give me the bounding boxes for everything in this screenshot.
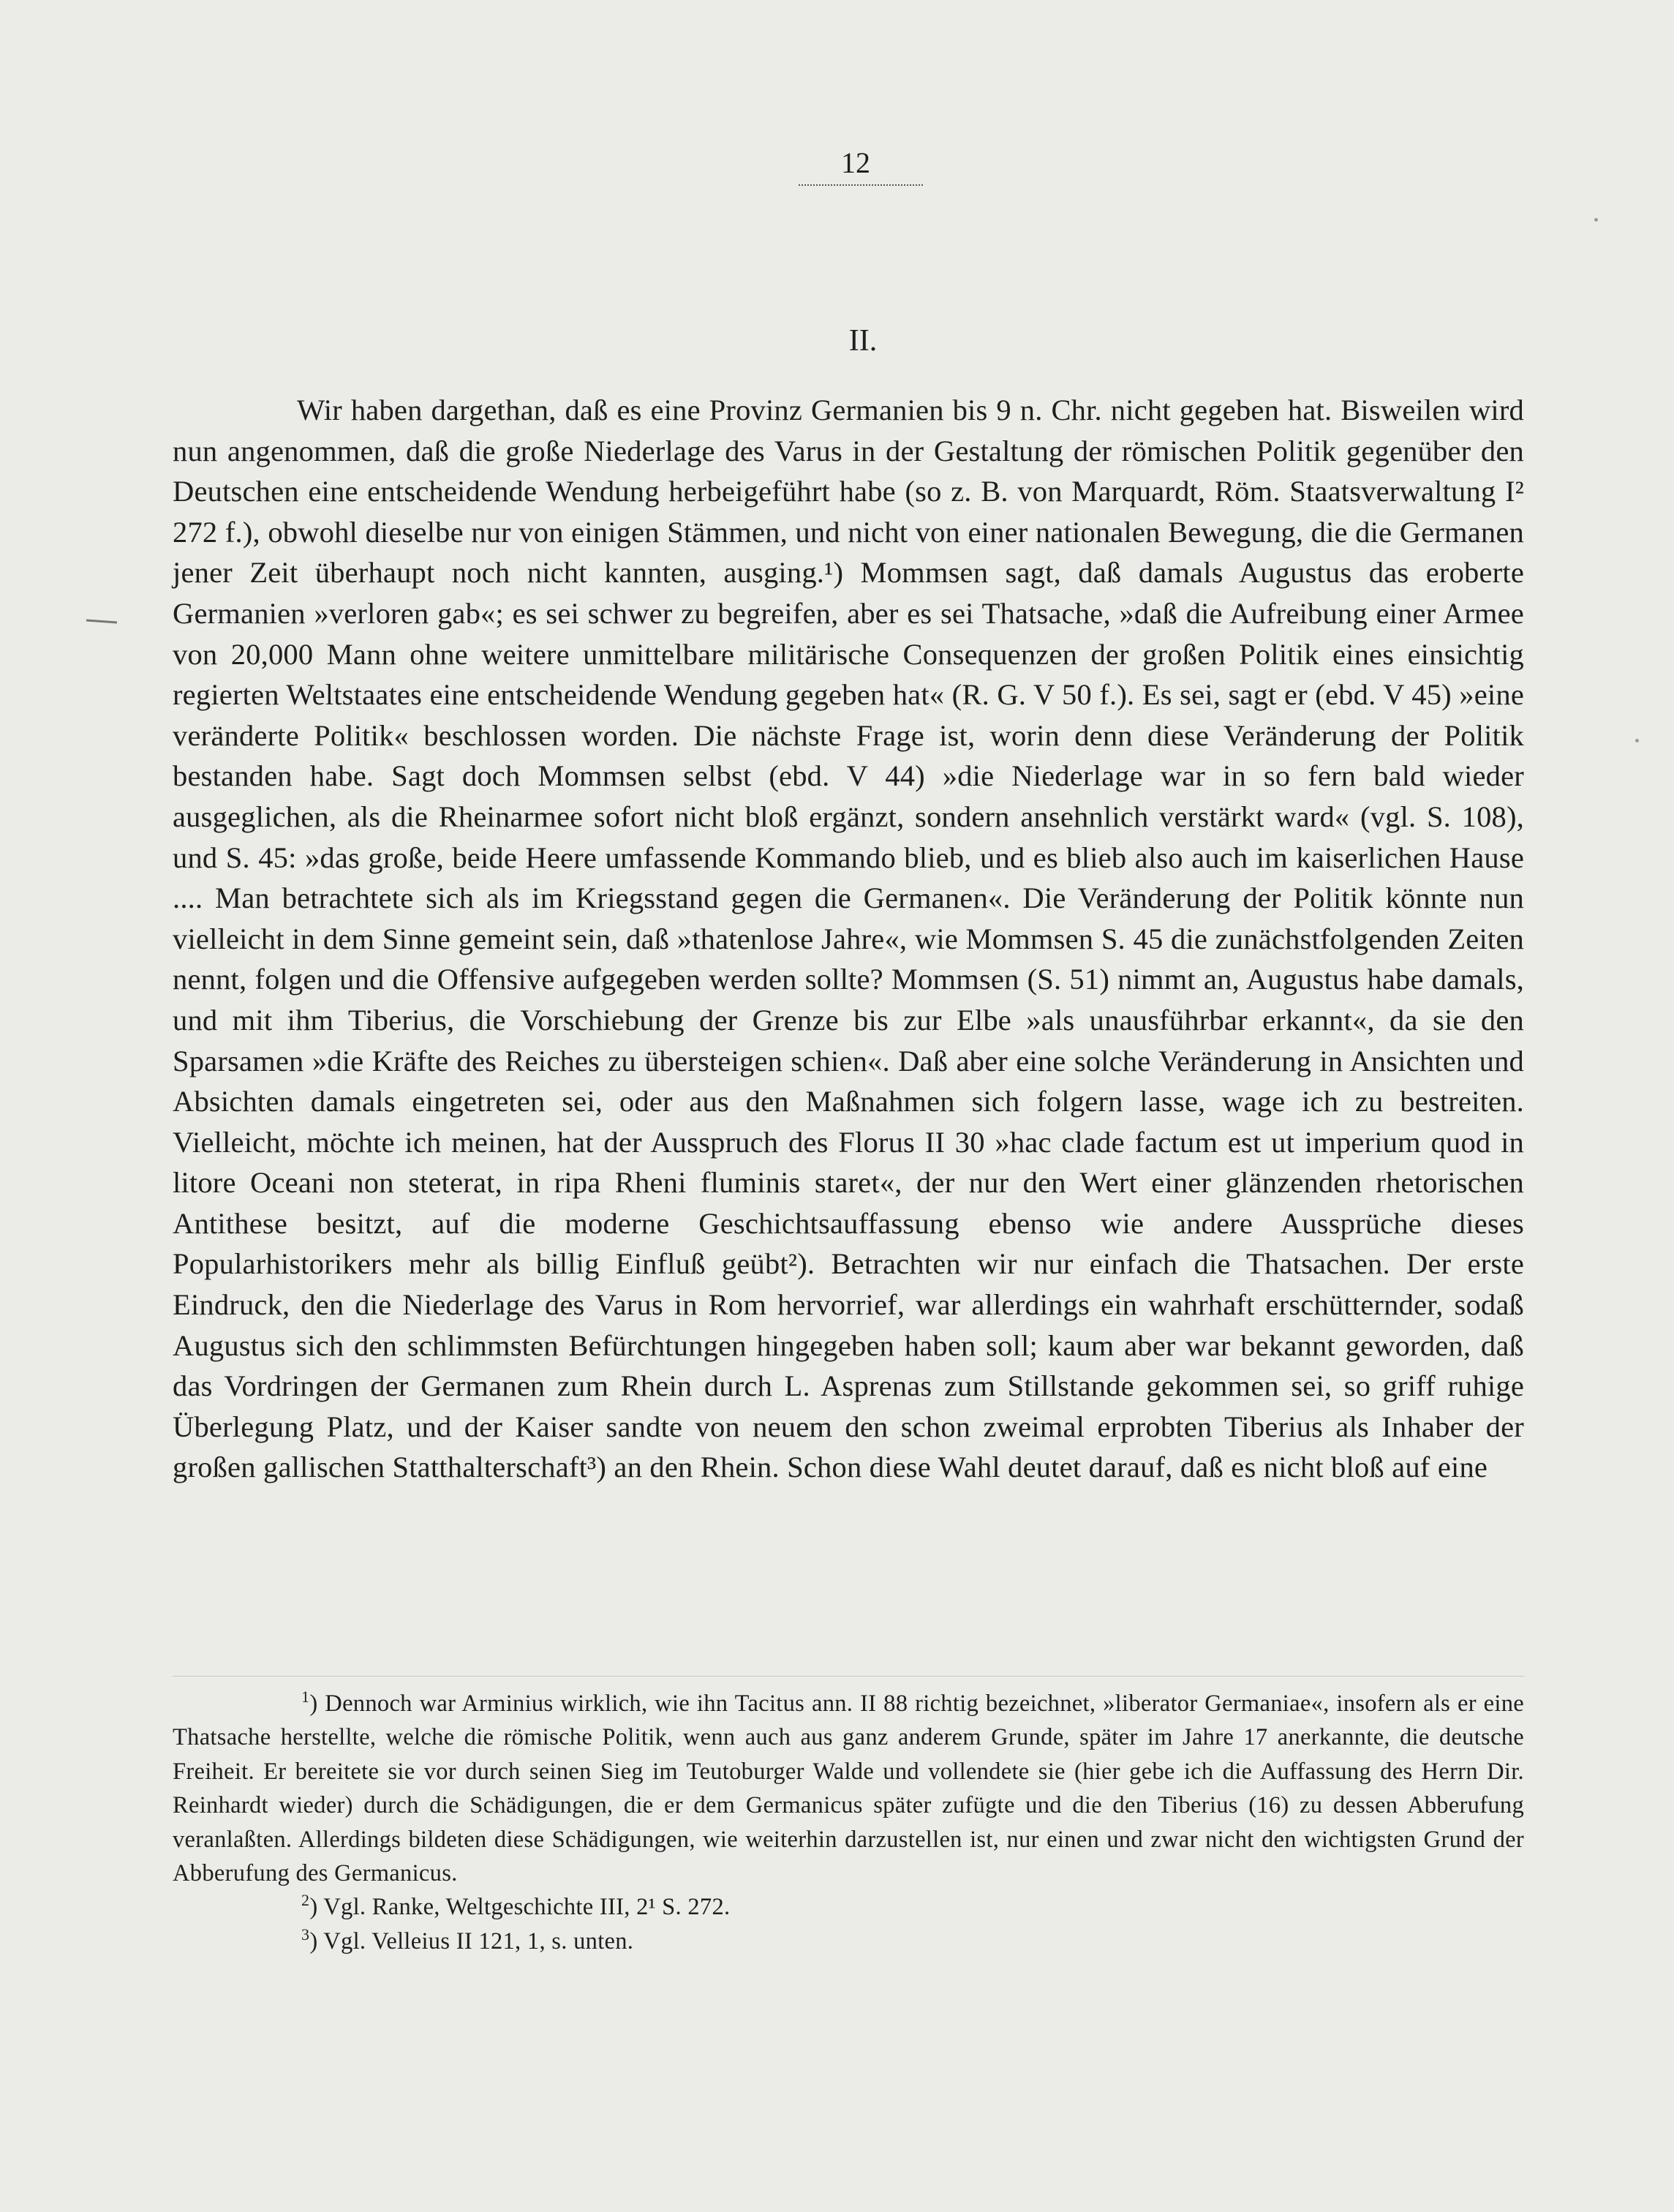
body-paragraph: Wir haben dargethan, daß es eine Provinz Germanien bis 9 n. Chr. nicht gegeben hat. Bisweilen wird nun angenommen, daß die große Niederlage des Varus in der Gestaltung der römischen Politik gegenüber den Deutschen eine entscheidende Wendung herbeigeführt habe (so z. B. von Marquardt, Röm. Staatsverwaltung I² 272 f.), obwohl dieselbe nur von einigen Stämmen, und nicht von einer nationalen Bewegung, die die Germanen jener Zeit überhaupt noch nicht kannten, ausging.¹) Mommsen sagt, daß damals Augustus das eroberte Germanien »verloren gab«; es sei schwer zu begreifen, aber es sei Thatsache, »daß die Aufreibung einer Armee von 20,000 Mann ohne weitere unmittelbare militärische Consequenzen der großen Politik eines einsichtig regierten Weltstaates eine entscheidende Wendung gegeben hat« (R. G. V 50 f.). Es sei, sagt er (ebd. V 45) »eine veränderte Politik« beschlossen worden. Die nächste Frage ist, worin denn diese Veränderung der Politik bestanden habe. Sagt doch Mommsen selbst (ebd. V 44) »die Niederlage war in so fern bald wieder ausgeglichen, als die Rheinarmee sofort nicht bloß ergänzt, sondern ansehnlich verstärkt ward« (vgl. S. 108), und S. 45: »das große, beide Heere umfassende Kommando blieb, und es blieb also auch im kaiserlichen Hause .... Man betrachtete sich als im Kriegsstand gegen die Germanen«. Die Veränderung der Politik könnte nun vielleicht in dem Sinne gemeint sein, daß »thatenlose Jahre«, wie Mommsen S. 45 die zunächstfolgenden Zeiten nennt, folgen und die Offensive aufgegeben werden sollte? Mommsen (S. 51) nimmt an, Augustus habe damals, und mit ihm Tiberius, die Vorschiebung der Grenze bis zur Elbe »als unausführbar erkannt«, da sie den Sparsamen »die Kräfte des Reiches zu übersteigen schien«. Daß aber eine solche Veränderung in Ansichten und Absichten damals eingetreten sei, oder aus den Maßnahmen sich folgern lasse, wage ich zu bestreiten. Vielleicht, möchte ich meinen, hat der Ausspruch des Florus II 30 »hac clade factum est ut imperium quod in litore Oceani non steterat, in ripa Rheni fluminis staret«, der nur den Wert einer glänzenden rhetorischen Antithese besitzt, auf die moderne Geschichtsauffassung ebenso wie andere Aussprüche dieses Popularhistorikers mehr als billig Einfluß geübt²). Betrachten wir nur einfach die Thatsachen. Der erste Eindruck, den die Niederlage des Varus in Rom hervorrief, war allerdings ein wahrhaft erschütternder, sodaß Augustus sich den schlimmsten Befürchtungen hingegeben haben soll; kaum aber war bekannt geworden, daß das Vordringen der Germanen zum Rhein durch L. Asprenas zum Stillstande gekommen sei, so griff ruhige Überlegung Platz, und der Kaiser sandte von neuem den schon zweimal erprobten Tiberius als Inhaber der großen gallischen Statthalterschaft³) an den Rhein. Schon diese Wahl deutet darauf, daß es nicht bloß auf eine — [173, 394, 1524, 1484]
footnote-separator — [173, 1676, 1524, 1677]
paper-speck — [1594, 218, 1598, 222]
footnote-text: Vgl. Velleius II 121, 1, s. unten. — [323, 1927, 634, 1955]
footnote-text: Dennoch war Arminius wirklich, wie ihn Tacitus ann. II 88 richtig bezeichnet, »liberator Germaniae«, insofern als er eine Thatsache herstellte, welche die römische Politik, wenn auch aus ganz anderem Grunde, später im Jahre 17 anerkannte, die deutsche Freiheit. Er bereitete sie vor durch seinen Sieg im Teutoburger Walde und vollendete sie (hier gebe ich die Auffassung des Herrn Dir. Reinhardt wieder) durch die Schädigungen, die er dem Germanicus später zufügte und die den Tiberius (16) zu dessen Abberufung veranlaßten. Allerdings bildeten diese Schädigungen, wie weiterhin darzustellen ist, nur einen und zwar nicht den wichtigsten Grund der Abberufung des Germanicus. — [173, 1690, 1524, 1887]
margin-pencil-mark — [86, 620, 117, 624]
footnote-marker: 3 — [301, 1925, 310, 1944]
page-number-rule — [799, 184, 923, 186]
footnote-marker: 2 — [301, 1891, 310, 1910]
footnote-3: $^3$) Vgl. Velleius II 121, 1, s. unten. — [301, 1925, 634, 1955]
footnote-1: $^1$) Dennoch war Arminius wirklich, wie ihn Tacitus ann. II 88 richtig bezeichnet, »liberator Germaniae«, insofern als er eine Thatsache herstellte, welche die römische Politik, wenn auch aus ganz anderem Grunde, später im Jahre 17 anerkannte, die deutsche Freiheit. Er bereitete sie vor durch seinen Sieg im Teutoburger Walde und vollendete sie (hier gebe ich die Auffassung des Herrn Dir. Reinhardt wieder) durch die Schädigungen, die er dem Germanicus später zufügte und die den Tiberius (16) zu dessen Abberufung veranlaßten. Allerdings bildeten diese Schädigungen, wie weiterhin darzustellen ist, nur einen und zwar nicht den wichtigsten Grund der Abberufung des Germanicus. — [173, 1688, 1524, 1887]
footnote-text: Vgl. Ranke, Weltgeschichte III, 2¹ S. 272. — [323, 1894, 731, 1921]
footnote-2: $^2$) Vgl. Ranke, Weltgeschichte III, 2¹ S. 272. — [301, 1891, 731, 1921]
footnote-marker: 1 — [301, 1688, 310, 1707]
page-number: 12 — [841, 146, 870, 179]
paper-speck — [1635, 739, 1639, 742]
footnotes — [173, 1687, 1524, 1958]
section-heading: II. — [848, 324, 878, 358]
